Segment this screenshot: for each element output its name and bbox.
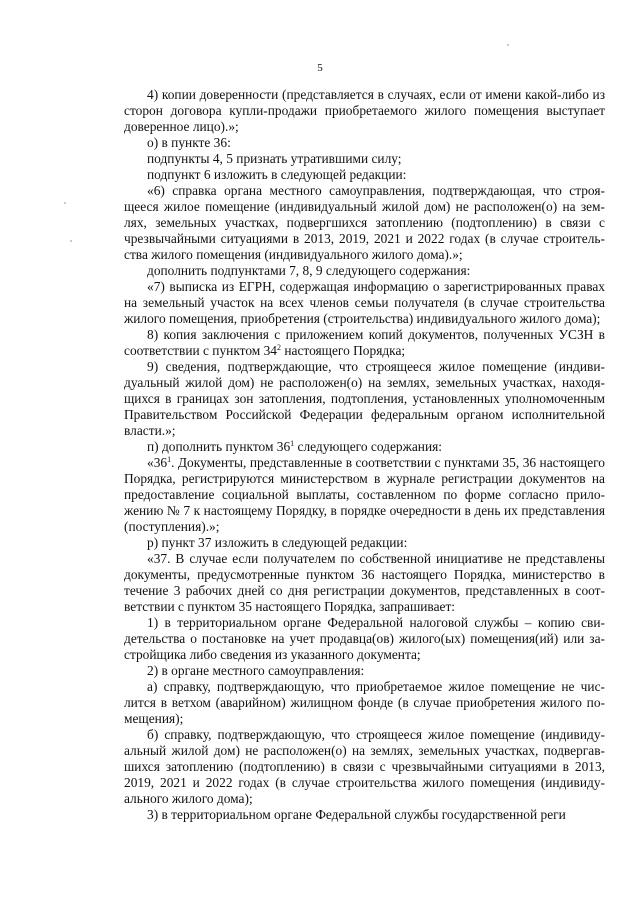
paragraph-item-p-text: п) дополнить пунктом 36	[147, 439, 291, 454]
paragraph-request-1: 1) в территориальном органе Федеральной налоговой службы – копию свидетельства о постановке на учет продавца(ов) жилого(ых) помещения(ий) или застройщика либо сведения из указанного документа;	[124, 615, 605, 662]
document-body	[124, 87, 605, 823]
paragraph-subitem-7: «7) выписка из ЕГРН, содержащая информацию о зарегистрированных правах на земельный участок на всех членов семьи получателя (в случае строительства жилого помещения, приобретения (строительства) индивидуального жилого дома);	[124, 279, 605, 326]
scan-speck	[507, 44, 509, 46]
paragraph-point-36-1-text: . Документы, представленные в соответствии с пунктами 35, 36 настоящего Порядка, регистрируются министерством в журнале регистрации документов на предоставление социальной выплаты, составленном по форме согласно приложению № 7 к настоящему Порядку, в порядке очередности в день их представления (поступления).»;	[124, 455, 605, 534]
paragraph-item-p-tail: следующего содержания:	[294, 439, 442, 454]
paragraph-subitem-6-text: «6) справка органа местного самоуправления, подтверждающая, что строящееся жилое помещение (индивидуальный жилой дом) не расположен(о) на землях, земельных участках, подвергшихся затоплению (подтоплению) в связи с чрезвычайными ситуациями в 2013, 2019, 2021 и 2022 годах (в случае строительства жилого помещения (индивидуального жилого дома).»;	[124, 183, 605, 262]
paragraph-copies-of-power-of-attorney: 4) копии доверенности (представляется в случаях, если от имени какой-либо из сторон договора купли-продажи приобретаемого жилого помещения выступает доверенное лицо).»;	[124, 87, 605, 134]
paragraph-subitem-9: 9) сведения, подтверждающие, что строящееся жилое помещение (индивидуальный жилой дом) не расположен(о) на землях, земельных участках, находящихся в границах зон затопления, подтопления, установленных уполномоченным Правительством Российской Федерации федеральным органом исполнительной власти.»;	[124, 359, 605, 438]
paragraph-point-36-1-lead: «36	[147, 455, 168, 470]
paragraph-subitem-6-wording: подпункт 6 изложить в следующей редакции:	[147, 167, 407, 182]
superscript-2: 2	[277, 343, 281, 352]
paragraph-point-37: «37. В случае если получателем по собственной инициативе не представлены документы, предусмотренные пунктом 36 настоящего Порядка, министерство в течение 3 рабочих дней со дня регистрации документов, представленных в соответствии с пунктом 35 настоящего Порядка, запрашивает:	[124, 551, 605, 614]
paragraph-subitem-8-tail: настоящего Порядка;	[281, 343, 406, 358]
paragraph-subitem-8	[124, 327, 605, 359]
paragraph-item-o: о) в пункте 36:	[147, 135, 231, 150]
paragraph-subitem-8-text: 8) копия заключения с приложением копий документов, полученных УСЗН в соответствии с пунктом 34	[124, 327, 605, 358]
paragraph-request-3: 3) в территориальном органе Федеральной службы государственной реги	[147, 807, 566, 822]
paragraph-request-2b: б) справку, подтверждающую, что строящееся жилое помещение (индивидуальный жилой дом) не расположен(о) на землях, земельных участках, подвергавшихся затоплению (подтоплению) в связи с чрезвычайными ситуациями в 2013, 2019, 2021 и 2022 годах (в случае строительства жилого помещения (индивидуального жилого дома);	[124, 727, 605, 806]
superscript-1: 1	[167, 455, 172, 464]
paragraph-point-36-1	[124, 455, 605, 535]
scan-speck	[70, 240, 72, 242]
paragraph-request-2a: а) справку, подтверждающую, что приобретаемое жилое помещение не числится в ветхом (аварийном) жилищном фонде (в случае приобретения жилого помещения);	[124, 679, 605, 726]
paragraph-item-r: р) пункт 37 изложить в следующей редакции:	[147, 535, 408, 550]
page-number: 5	[317, 62, 323, 74]
superscript-1: 1	[290, 439, 295, 448]
paragraph-request-2: 2) в органе местного самоуправления:	[147, 663, 365, 678]
paragraph-add-subitems-7-8-9: дополнить подпунктами 7, 8, 9 следующего содержания:	[147, 263, 471, 278]
paragraph-item-p	[124, 439, 605, 455]
scan-speck	[64, 202, 66, 204]
paragraph-subitems-4-5-void: подпункты 4, 5 признать утратившими силу;	[147, 151, 402, 166]
